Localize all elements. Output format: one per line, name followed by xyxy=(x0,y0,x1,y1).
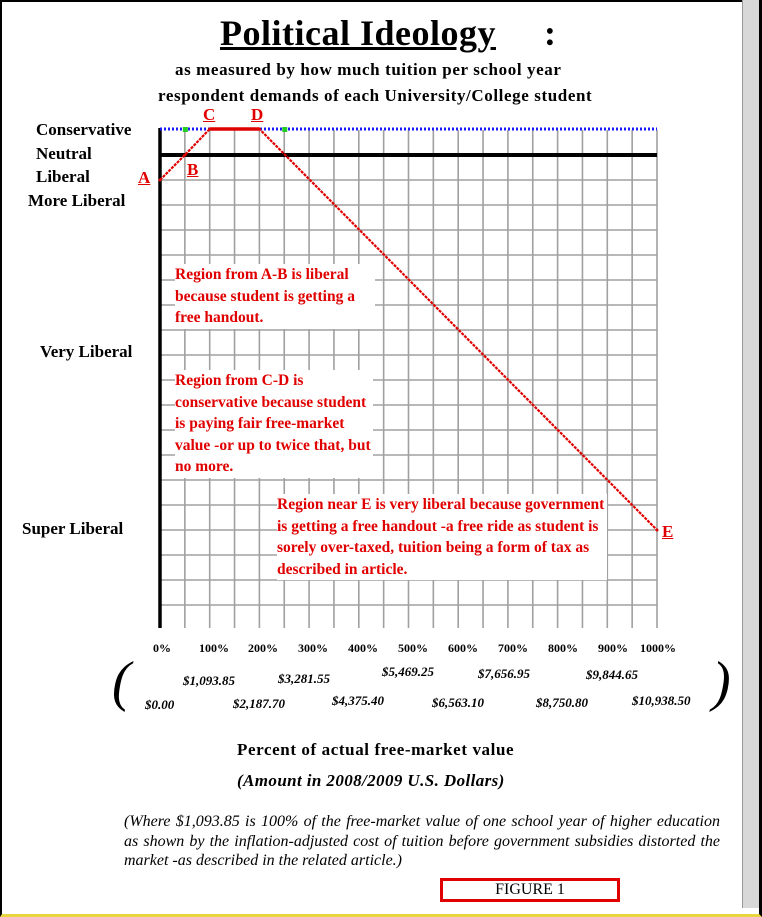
dollar-value: $1,093.85 xyxy=(183,673,235,688)
y-label-super-liberal: Super Liberal xyxy=(22,519,124,538)
ideology-point-b xyxy=(183,154,186,157)
x-tick-label: 1000% xyxy=(640,641,676,655)
region-note-ab: Region from A-B is liberal because student is getting a free handout. xyxy=(175,264,375,329)
x-tick-label: 900% xyxy=(598,641,628,655)
x-axis-label: Percent of actual free-market value xyxy=(237,740,515,759)
point-label-c: C xyxy=(203,105,216,124)
close-parenthesis: ) xyxy=(712,651,731,713)
dollar-value: $10,938.50 xyxy=(632,693,691,708)
region-note-e: Region near E is very liberal because government is getting a free handout -a free ride as student is sorely over-taxed, tuition being a form of tax as described in article. xyxy=(277,494,607,580)
x-tick-label: 100% xyxy=(199,641,229,655)
dollar-value: $7,656.95 xyxy=(478,666,530,681)
x-tick-label: 0% xyxy=(153,641,171,655)
dollar-value: $0.00 xyxy=(145,697,175,712)
ideology-point-d xyxy=(258,128,261,131)
ideology-point-a xyxy=(159,179,162,182)
y-label-conservative: Conservative xyxy=(36,120,132,139)
dollar-value: $5,469.25 xyxy=(382,664,434,679)
point-label-b: B xyxy=(187,160,199,179)
dollar-value: $2,187.70 xyxy=(233,696,285,711)
x-axis-sublabel: (Amount in 2008/2009 U.S. Dollars) xyxy=(237,771,505,790)
dollar-value: $4,375.40 xyxy=(332,693,384,708)
figure-label: FIGURE 1 xyxy=(440,878,620,902)
chart-title: Political Ideology xyxy=(220,13,496,53)
x-tick-label: 500% xyxy=(398,641,428,655)
subtitle-line-2: respondent demands of each University/College student xyxy=(158,86,593,105)
x-tick-label: 300% xyxy=(298,641,328,655)
x-tick-label: 800% xyxy=(548,641,578,655)
dollar-value: $6,563.10 xyxy=(432,695,484,710)
subtitle-line-1: as measured by how much tuition per school year xyxy=(175,60,562,79)
x-tick-label: 200% xyxy=(248,641,278,655)
ideology-point-e xyxy=(656,529,659,532)
region-note-cd: Region from C-D is conservative because student is paying fair free-market value -or up to twice that, but no more. xyxy=(175,370,373,478)
y-label-very-liberal: Very Liberal xyxy=(40,342,133,361)
conservative-marker xyxy=(183,127,188,132)
y-label-more-liberal: More Liberal xyxy=(28,191,126,210)
point-label-d: D xyxy=(251,105,264,124)
open-parenthesis: ( xyxy=(112,651,131,713)
dollar-value: $9,844.65 xyxy=(586,667,638,682)
footnote: (Where $1,093.85 is 100% of the free-market value of one school year of higher education as shown by the inflation-adjusted cost of tuition before government subsidies distorted the market -as described in the related article.) xyxy=(124,813,720,869)
x-tick-label: 700% xyxy=(498,641,528,655)
point-label-a: A xyxy=(138,168,151,187)
conservative-marker xyxy=(282,127,287,132)
x-tick-label: 400% xyxy=(348,641,378,655)
y-label-neutral: Neutral xyxy=(36,144,92,163)
title-colon: : xyxy=(544,13,556,53)
dollar-value: $8,750.80 xyxy=(536,695,588,710)
dollar-value: $3,281.55 xyxy=(278,671,330,686)
point-label-e: E xyxy=(662,522,674,541)
ideology-point-c xyxy=(208,128,211,131)
x-tick-label: 600% xyxy=(448,641,478,655)
y-label-liberal: Liberal xyxy=(36,167,90,186)
